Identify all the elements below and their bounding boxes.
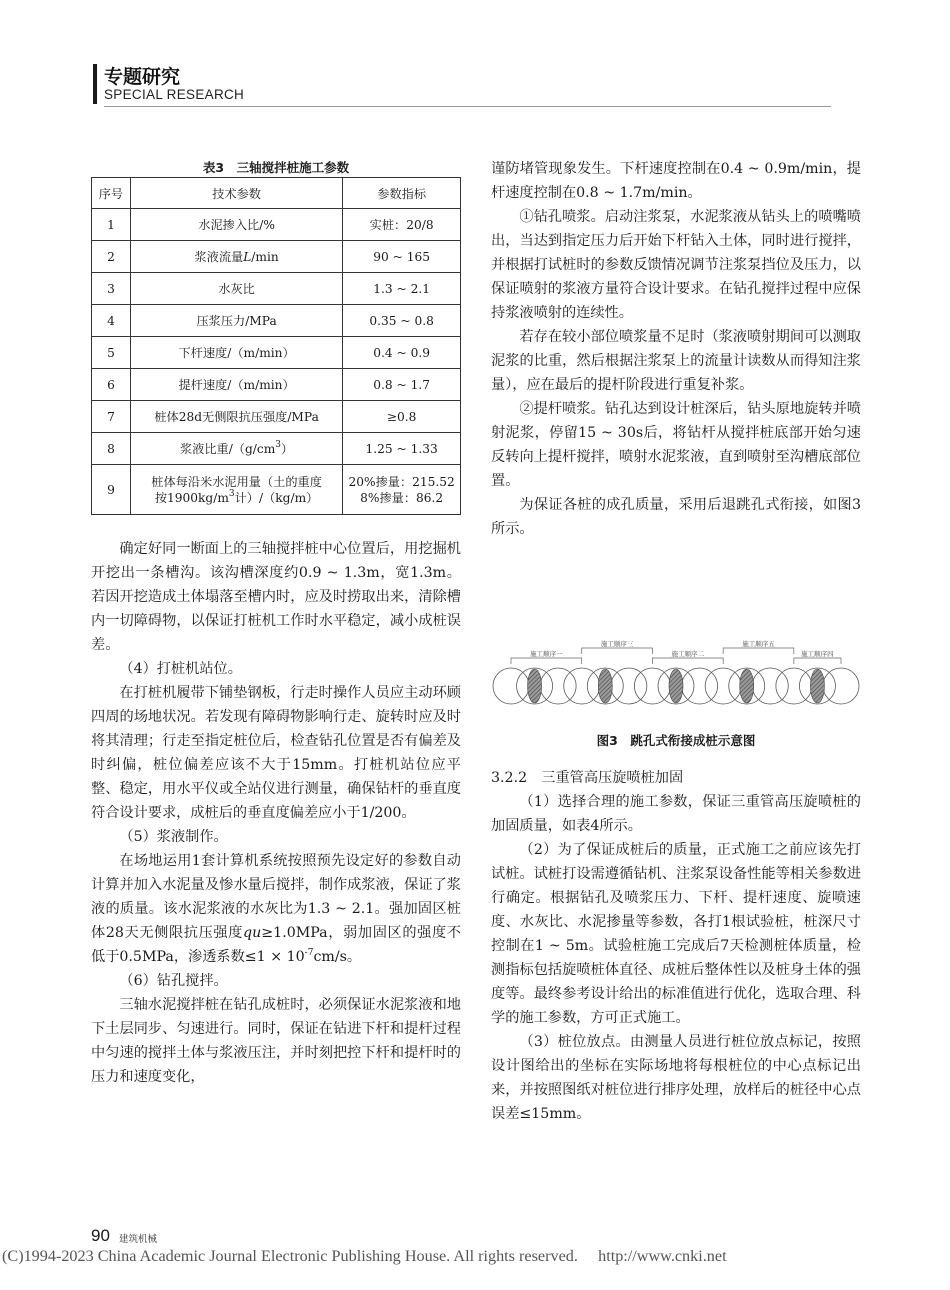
text-run: 在场地运用1套计算机系统按照预先设定好的参数自动计算并加入水泥量及惨水量后搅拌，制作成浆液，保证了浆液的质量。该水泥浆液的水灰比为1.3 ~ 2.1。强加固区桩体28天无侧限抗压强度 (91, 853, 461, 941)
left-column (91, 537, 461, 1089)
right-column-lower (491, 766, 861, 1126)
pile-circle (752, 668, 788, 704)
paragraph: 若存在较小部位喷浆量不足时（浆液喷射期间可以测取泥浆的比重，然后根据注浆泵上的流量计读数从而得知注浆量），应在最后的提杆阶段进行重复补浆。 (491, 329, 861, 393)
param-text: 浆液流量 (194, 249, 244, 264)
math-variable: qu (243, 925, 262, 941)
table-header-row (92, 178, 461, 209)
row-number: 5 (92, 337, 131, 369)
paragraph (91, 849, 461, 969)
param-text: 计）/（kg/m） (234, 490, 319, 505)
row-value: 1.3 ~ 2.1 (343, 273, 461, 305)
sequence-brackets (511, 639, 841, 664)
row-number: 1 (92, 209, 131, 241)
paragraph: 谨防堵管现象发生。下杆速度控制在0.4 ~ 0.9m/min，提杆速度控制在0.8 ~ 1.7m/min。 (491, 161, 861, 201)
text-run: ≥1.0MPa，弱加固区的强度不低于0.5MPa，渗透系数≤1 × 10 (91, 925, 461, 965)
pile-circle (540, 668, 576, 704)
pile-circle (564, 668, 600, 704)
paragraph: 确定好同一断面上的三轴搅拌桩中心位置后，用挖掘机开挖出一条槽沟。该沟槽深度约0.9 ~ 1.3m，宽1.3m。若因开挖造成土体塌落至槽内时，应及时捞取出来，清除槽内一切障碍物，以保证打桩机工作时水平稳定，减小成桩误差。 (91, 541, 461, 653)
table-row (92, 241, 461, 273)
paragraph: 三轴水泥搅拌桩在钻孔成桩时，必须保证水泥浆液和地下土层同步、匀速进行。同时，保证在钻进下杆和提杆过程中匀速的搅拌土体与浆液压注，并时刻把控下杆和提杆时的压力和速度变化， (91, 997, 461, 1085)
param-superscript: 3 (275, 439, 282, 450)
table-row (92, 305, 461, 337)
value-line: 8%掺量：86.2 (360, 490, 444, 505)
pile-circle (776, 668, 812, 704)
param-variable: L (243, 249, 252, 264)
row-param (130, 241, 342, 273)
sequence-label: 施工顺序三 (600, 640, 634, 648)
figure-caption: 图3 跳孔式衔接成桩示意图 (596, 733, 756, 748)
row-param: 提杆速度/（m/min） (130, 369, 342, 401)
pile-sequence-figure (491, 636, 861, 712)
sequence-bracket (511, 649, 582, 664)
row-param: 水泥掺入比/% (130, 209, 342, 241)
row-number: 4 (92, 305, 131, 337)
param-superscript: 3 (228, 488, 235, 499)
paragraph: 为保证各桩的成孔质量，采用后退跳孔式衔接，如图3所示。 (491, 497, 861, 537)
sequence-label: 施工顺序一 (530, 650, 563, 658)
sequence-bracket (582, 639, 653, 654)
table-row (92, 433, 461, 465)
subheading: （6）钻孔搅拌。 (119, 973, 228, 989)
row-number: 2 (92, 241, 131, 273)
subheading: （5）浆液制作。 (119, 829, 228, 845)
param-unit: /min (251, 249, 279, 264)
paragraph: （3）桩位放点。由测量人员进行桩位放点标记，按照设计图给出的坐标在实际场地将每根桩位的中心点标记出来，并按照图纸对桩位进行排序处理，放样后的桩径中心点误差≤15mm。 (491, 1034, 861, 1122)
parameters-table (91, 177, 461, 515)
exponent: -7 (304, 948, 314, 958)
row-value: ≥0.8 (343, 401, 461, 433)
section-subtitle: SPECIAL RESEARCH (104, 87, 245, 102)
row-param (130, 433, 342, 465)
row-param: 水灰比 (130, 273, 342, 305)
row-number: 3 (92, 273, 131, 305)
row-value: 0.8 ~ 1.7 (343, 369, 461, 401)
header-cell-param: 技术参数 (130, 178, 342, 209)
table-row (92, 465, 461, 515)
sequence-bracket (652, 649, 723, 664)
pile-circle (823, 668, 859, 704)
paragraph: （2）为了保证成桩后的质量，正式施工之前应该先打试桩。试桩打设需遵循钻机、注浆泵设备性能等相关参数进行确定。根据钻孔及喷浆压力、下杆、提杆速度、旋喷速度、水灰比、水泥掺量等参数，各打1根试验桩，桩深尺寸控制在1 ~ 5m。试验桩施工完成后7天检测桩体质量，检测指标包括旋喷桩体直径、成桩后整体性以及桩身土体的强度等。最终参考设计给出的标准值进行优化，选取合理、科学的施工参数，方可正式施工。 (491, 842, 861, 1026)
row-value: 0.4 ~ 0.9 (343, 337, 461, 369)
pile-overlap-hatched (669, 669, 683, 703)
table-row (92, 401, 461, 433)
text-run: cm/s。 (313, 949, 362, 965)
param-text: 按1900kg/m (154, 490, 229, 505)
row-param: 下杆速度/（m/min） (130, 337, 342, 369)
section-heading: 3.2.2 三重管高压旋喷桩加固 (491, 770, 684, 786)
row-param: 桩体28d无侧限抗压强度/MPa (130, 401, 342, 433)
row-param (130, 465, 342, 515)
table-row (92, 337, 461, 369)
header-accent-bar (93, 64, 97, 104)
paragraph: ②提杆喷浆。钻孔达到设计桩深后，钻头原地旋转并喷射泥浆，停留15 ~ 30s后，将钻杆从搅拌桩底部开始匀速反转向上提杆搅拌，喷射水泥浆液，直到喷射至沟槽底部位置。 (491, 401, 861, 489)
subheading: （4）打桩机站位。 (119, 661, 242, 677)
right-column (491, 157, 861, 541)
row-value (343, 465, 461, 515)
pile-overlap-hatched (598, 669, 612, 703)
paragraph: 在打桩机履带下铺垫钢板，行走时操作人员应主动环顾四周的场地状况。若发现有障碍物影响行走、旋转时应及时将其清理；行走至指定桩位后，检查钻孔位置是否有偏差及时纠偏，桩位偏差应该不大于15mm。打桩机站位应平整、稳定，用水平仪或全站仪进行测量，确保钻杆的垂直度符合设计要求，成桩后的垂直度偏差应小于1/200。 (91, 685, 461, 821)
pile-row (493, 668, 859, 704)
sequence-label: 施工顺序五 (742, 640, 775, 648)
value-line: 20%掺量：215.52 (348, 474, 455, 489)
row-value: 90 ~ 165 (343, 241, 461, 273)
pile-circle (705, 668, 741, 704)
sequence-bracket (723, 639, 794, 654)
table-caption: 表3 三轴搅拌桩施工参数 (202, 160, 350, 175)
copyright-line: (C)1994-2023 China Academic Journal Electronic Publishing House. All rights reserved. http://www.cnki.net (2, 1247, 727, 1265)
pile-overlap-hatched (740, 669, 754, 703)
page-number: 90 (91, 1226, 110, 1245)
row-number: 6 (92, 369, 131, 401)
table-row (92, 369, 461, 401)
row-value: 实桩：20/8 (343, 209, 461, 241)
row-param: 压浆压力/MPa (130, 305, 342, 337)
param-line (131, 490, 342, 506)
row-value: 1.25 ~ 1.33 (343, 433, 461, 465)
row-value: 0.35 ~ 0.8 (343, 305, 461, 337)
table-row (92, 209, 461, 241)
sequence-label: 施工顺序四 (801, 650, 834, 658)
pile-circle (611, 668, 647, 704)
pile-circle (682, 668, 718, 704)
journal-name: 建筑机械 (119, 1234, 158, 1245)
row-number: 8 (92, 433, 131, 465)
pile-circle (634, 668, 670, 704)
header-cell-no: 序号 (92, 178, 131, 209)
section-title: 专题研究 (104, 66, 181, 88)
header-cell-value: 参数指标 (343, 178, 461, 209)
pile-overlap-hatched (810, 669, 824, 703)
header-divider (104, 106, 831, 107)
param-text: ） (281, 441, 294, 456)
row-number: 9 (92, 465, 131, 515)
pile-overlap-hatched (528, 669, 542, 703)
param-text: 浆液比重/（g/cm (179, 441, 276, 456)
sequence-bracket (794, 649, 841, 664)
paragraph: （1）选择合理的施工参数，保证三重管高压旋喷桩的加固质量，如表4所示。 (491, 794, 861, 834)
row-number: 7 (92, 401, 131, 433)
param-line: 桩体每沿米水泥用量（土的重度 (151, 474, 322, 489)
sequence-label: 施工顺序二 (671, 650, 705, 658)
paragraph: ①钻孔喷浆。启动注浆泵，水泥浆液从钻头上的喷嘴喷出，当达到指定压力后开始下杆钻入土体，同时进行搅拌，并根据打试桩时的参数反馈情况调节注浆泵挡位及压力，以保证喷射的浆液方量符合设计要求。在钻孔搅拌过程中应保持浆液喷射的连续性。 (491, 209, 861, 321)
table-row (92, 273, 461, 305)
pile-circle (493, 668, 529, 704)
